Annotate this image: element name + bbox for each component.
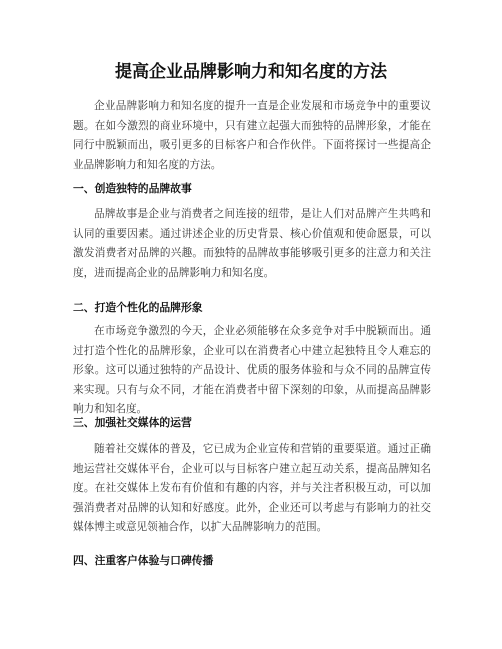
- section-heading-1: 一、创造独特的品牌故事: [73, 182, 192, 195]
- intro-paragraph: 企业品牌影响力和知名度的提升一直是企业发展和市场竞争中的重要议题。在如今激烈的商业环境中，只有建立起强大而独特的品牌形象，才能在同行中脱颖而出，吸引更多的目标客户和合作伙伴。下面将探讨一些提高企业品牌影响力和知名度的方法。: [73, 100, 431, 171]
- section-body-2: 在市场竞争激烈的今天，企业必须能够在众多竞争对手中脱颖而出。通过打造个性化的品牌形象，企业可以在消费者心中建立起独特且令人难忘的形象。这可以通过独特的产品设计、优质的服务体验和与众不同的品牌宣传来实现。只有与众不同，才能在消费者中留下深刻的印象，从而提高品牌影响力和知名度。: [73, 325, 431, 416]
- section-heading-2: 二、打造个性化的品牌形象: [73, 301, 203, 314]
- section-body-1: 品牌故事是企业与消费者之间连接的纽带，是让人们对品牌产生共鸣和认同的重要因素。通过讲述企业的历史背景、核心价值观和使命愿景，可以激发消费者对品牌的兴趣。而独特的品牌故事能够吸引更多的注意力和关注度，进而提高企业的品牌影响力和知名度。: [73, 208, 431, 279]
- section-body-3: 随着社交媒体的普及，它已成为企业宣传和营销的重要渠道。通过正确地运营社交媒体平台，企业可以与目标客户建立起互动关系，提高品牌知名度。在社交媒体上发布有价值和有趣的内容，并与关注者积极互动，可以加强消费者对品牌的认知和好感度。此外，企业还可以考虑与有影响力的社交媒体博主或意见领袖合作，以扩大品牌影响力的范围。: [73, 443, 431, 534]
- section-heading-3: 三、加强社交媒体的运营: [73, 416, 192, 429]
- document-title: 提高企业品牌影响力和知名度的方法: [115, 62, 387, 82]
- section-heading-4: 四、注重客户体验与口碑传播: [73, 554, 214, 567]
